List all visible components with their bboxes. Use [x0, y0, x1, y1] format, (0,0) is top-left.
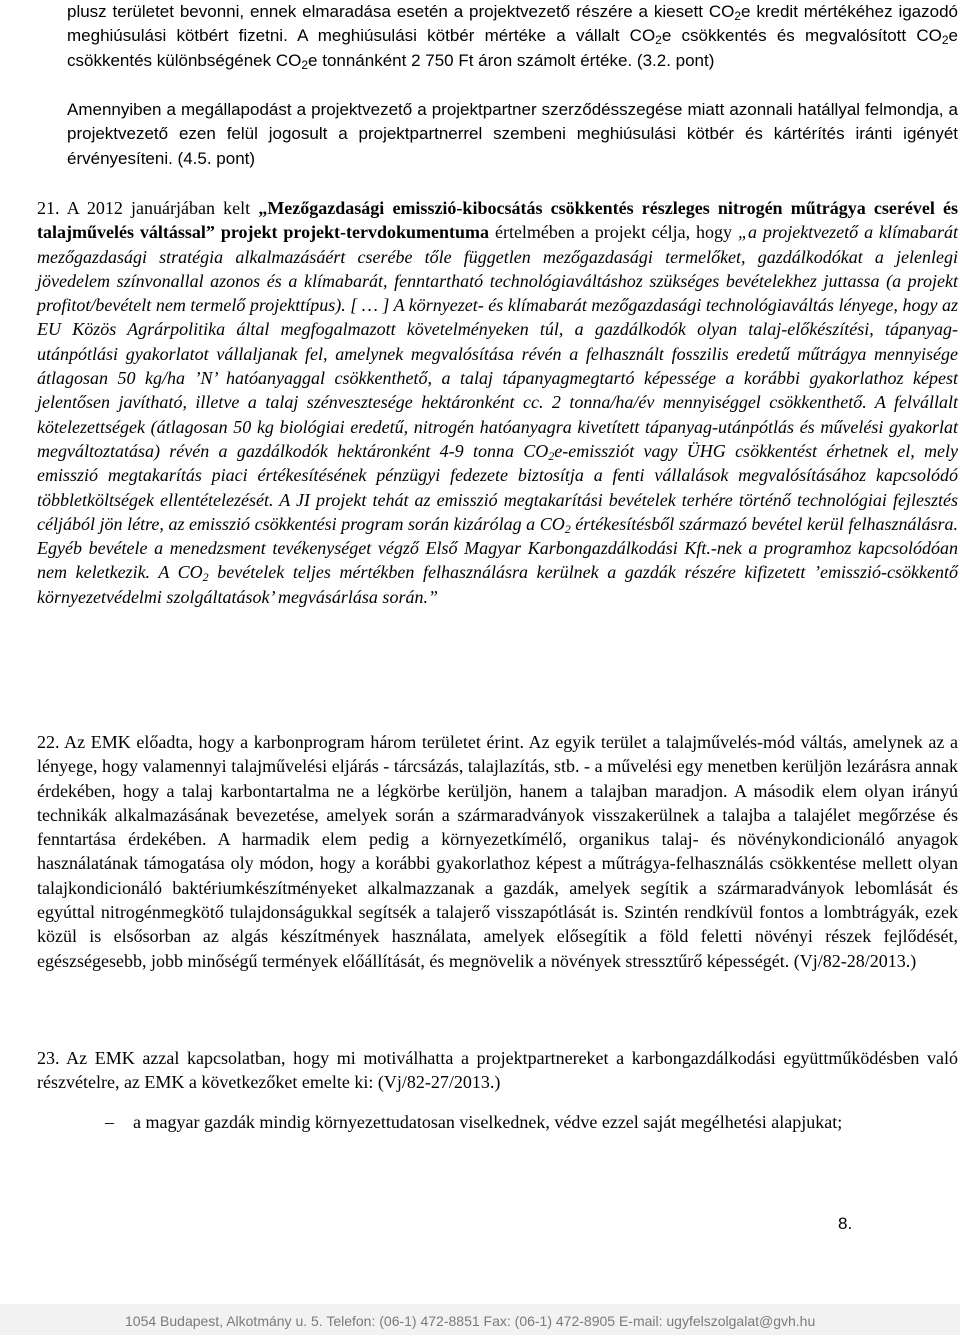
bullet-item: a magyar gazdák mindig környezettudatosan viselkednek, védve ezzel saját megélhetési alapjukat;: [133, 1112, 843, 1132]
numbered-paragraph-23: 23. Az EMK azzal kapcsolatban, hogy mi motiválhatta a projektpartnereket a karbongazdálkodási együttműködésben való részvételre, az EMK a következőket emelte ki: (Vj/82-27/2013.): [37, 1048, 958, 1093]
footer-contact: 1054 Budapest, Alkotmány u. 5. Telefon: (06-1) 472-8851 Fax: (06-1) 472-8905 E-mail: ugyfelszolgalat@gvh.hu: [125, 1313, 816, 1329]
footer-bar: [0, 1304, 960, 1335]
project-quote: „a projektvezető a klímabarát mezőgazdasági stratégia alkalmazásáért cserébe tőle független mezőgazdasági termelőket, gazdálkodókat a jelenlegi jövedelem színvonallal azonos és a klímabarát, fenntartható technológiaváltáshoz szükséges bevételekhez juttassa (a projekt profitot/bevételt nem termelő projekttípus). [ … ] A környezet- és klímabarát mezőgazdasági technológiaváltás lényege, hogy az EU Közös Agrárpolitika által megfogalmazott követelményeken túl, a gazdálkodók olyan talaj-előkészítési, tápanyag-utánpótlási gyakorlatot vállaljanak fel, amelynek megvalósítása révén a felhasznált fosszilis eredetű műtrágya mennyisége átlagosan 50 kg/ha ’N’ hatóanyaggal csökkenthető, a talaj tápanyagmegtartó képessége a korábbi gyakorlathoz képest jelentősen javítható, illetve a talaj szénvesztesége hektáronként cc. 2 tonna/ha/év mennyiséggel csökkenthető. A felvállalt kötelezettségek (átlagosan 50 kg biológiai eredetű, nitrogén hatóanyagra kivetített tápanyag-utánpótlás és művelési gyakorlat megváltoztatása) révén a gazdálkodók hektáronként 4-9 tonna $CO_2e$-emissziót vagy ÜHG csökkentést érhetnek el, mely emisszió megtakarítás piaci értékesítésének pénzügyi fedezete biztosítja a fenti vállalások megvalósításához kapcsolódó többletköltségek ellentételezését. A JI projekt tehát az emisszió megtakarítási bevételek terhére történő technológiai fejlesztés céljából jön létre, az emisszió csökkentési program során kizárólag a $CO_2$ értékesítésből származó bevétel kerül felhasználásra. Egyéb bevétele a menedzsment tevékenységet végző Első Magyar Karbongazdálkodási Kft.-nek a programhoz kapcsolódóan nem keletkezik. A $CO_2$ bevételek teljes mértékben felhasználásra kerülnek a gazdák részére kifizetett ’emisszió-csökkentő környezetvédelmi szolgáltatások’ megvásárlása során.”: [37, 222, 959, 607]
numbered-paragraph-22: 22. Az EMK előadta, hogy a karbonprogram három területet érint. Az egyik terület a talajművelés-mód váltás, amelynek az a lényege, hogy valamennyi talajművelési eljárás - tárcsázás, talajlazítás, stb. - a művelési egy menetben kerüljön lezárásra annak érdekében, hogy a talaj karbontartalma ne a légkörbe kerüljön, hanem a talajban maradjon. A második elem olyan irányú technikák alkalmazásának bevezetése, amelyek során a szármaradványok visszakerülnek a talajba a talajélet megőrzése és fenntartása érdekében. A harmadik elem pedig a környezetkímélő, organikus talaj- és növénykondicionáló anyagok használatának támogatása oly módon, hogy a korábbi gyakorlathoz képest a műtrágya-felhasználás csökkentése mellett olyan talajkondicionáló baktériumkészítményeket alkalmazzanak a gazdák, amelyek segítik a szármaradványok lebomlását és egyúttal nitrogénmegkötő tulajdonságukkal segítsék a talajerő visszapótlását is. Szintén rendkívül fontos a lombtrágyák, ezek közül is elsősorban az algás készítmények használata, amelyek elősegítik a föld feletti növényi részek fejlődését, egészségesebb, jobb minőségű termények előállítását, és megnövelik a növények stressztűrő képességét. (Vj/82-28/2013.): [37, 732, 958, 971]
paragraph-number: 21.: [37, 198, 60, 218]
paragraph-number: 23.: [37, 1048, 60, 1068]
bullet-dash: –: [105, 1112, 114, 1132]
paragraph-number: 22.: [37, 732, 60, 752]
intro-paragraph-1: plusz területet bevonni, ennek elmaradása esetén a projektvezető részére a kiesett $CO_2e$ kredit mértékéhez igazodó meghiúsulási kötbért fizetni. A meghiúsulási kötbér mértéke a vállalt $CO_2e$ csökkentés és megvalósított $CO_2e$ csökkentés különbségének $CO_2e$ tonnánként 2 750 Ft áron számolt értéke. (3.2. pont): [67, 2, 958, 72]
numbered-paragraph-21: 21. A 2012 januárjában kelt „Mezőgazdasági emisszió-kibocsátás csökkentés részleges nitrogén műtrágya cserével és talajművelés váltással” projekt projekt-tervdokumentuma értelmében a projekt célja, hogy „a projektvezető a klímabarát mezőgazdasági stratégia alkalmazásáért cserébe tőle független mezőgazdasági termelőket, gazdálkodókat a jelenlegi jövedelem színvonallal azonos és a klímabarát, fenntartható technológiaváltáshoz szükséges bevételekhez juttassa (a projekt profitot/bevételt nem termelő projekttípus). [ … ] A környezet- és klímabarát mezőgazdasági technológiaváltás lényege, hogy az EU Közös Agrárpolitika által megfogalmazott követelményeken túl, a gazdálkodók olyan talaj-előkészítési, tápanyag-utánpótlási gyakorlatot vállaljanak fel, amelynek megvalósítása révén a felhasznált fosszilis eredetű műtrágya mennyisége átlagosan 50 kg/ha ’N’ hatóanyaggal csökkenthető, a talaj tápanyagmegtartó képessége a korábbi gyakorlathoz képest jelentősen javítható, illetve a talaj szénvesztesége hektáronként cc. 2 tonna/ha/év mennyiséggel csökkenthető. A felvállalt kötelezettségek (átlagosan 50 kg biológiai eredetű, nitrogén hatóanyagra kivetített tápanyag-utánpótlás és művelési gyakorlat megváltoztatása) révén a gazdálkodók hektáronként 4-9 tonna $CO_2e$-emissziót vagy ÜHG csökkentést érhetnek el, mely emisszió megtakarítás piaci értékesítésének pénzügyi fedezete biztosítja a fenti vállalások megvalósításához kapcsolódó többletköltségek ellentételezését. A JI projekt tehát az emisszió megtakarítási bevételek terhére történő technológiai fejlesztés céljából jön létre, az emisszió csökkentési program során kizárólag a $CO_2$ értékesítésből származó bevétel kerül felhasználásra. Egyéb bevétele a menedzsment tevékenységet végző Első Magyar Karbongazdálkodási Kft.-nek a programhoz kapcsolódóan nem keletkezik. A $CO_2$ bevételek teljes mértékben felhasználásra kerülnek a gazdák részére kifizetett ’emisszió-csökkentő környezetvédelmi szolgáltatások’ megvásárlása során.”: [37, 198, 959, 607]
page-number: 8.: [838, 1214, 853, 1233]
project-title: „Mezőgazdasági emisszió-kibocsátás csökkentés részleges nitrogén műtrágya cserével és talajművelés váltással” projekt projekt-tervdokumentuma: [37, 198, 959, 243]
intro-paragraph-2: Amennyiben a megállapodást a projektvezető a projektpartner szerződésszegése miatt azonnali hatállyal felmondja, a projektvezető ezen felül jogosult a projektpartnerrel szembeni meghiúsulási kötbér és kártérítés iránti igényét érvényesíteni. (4.5. pont): [67, 100, 958, 168]
